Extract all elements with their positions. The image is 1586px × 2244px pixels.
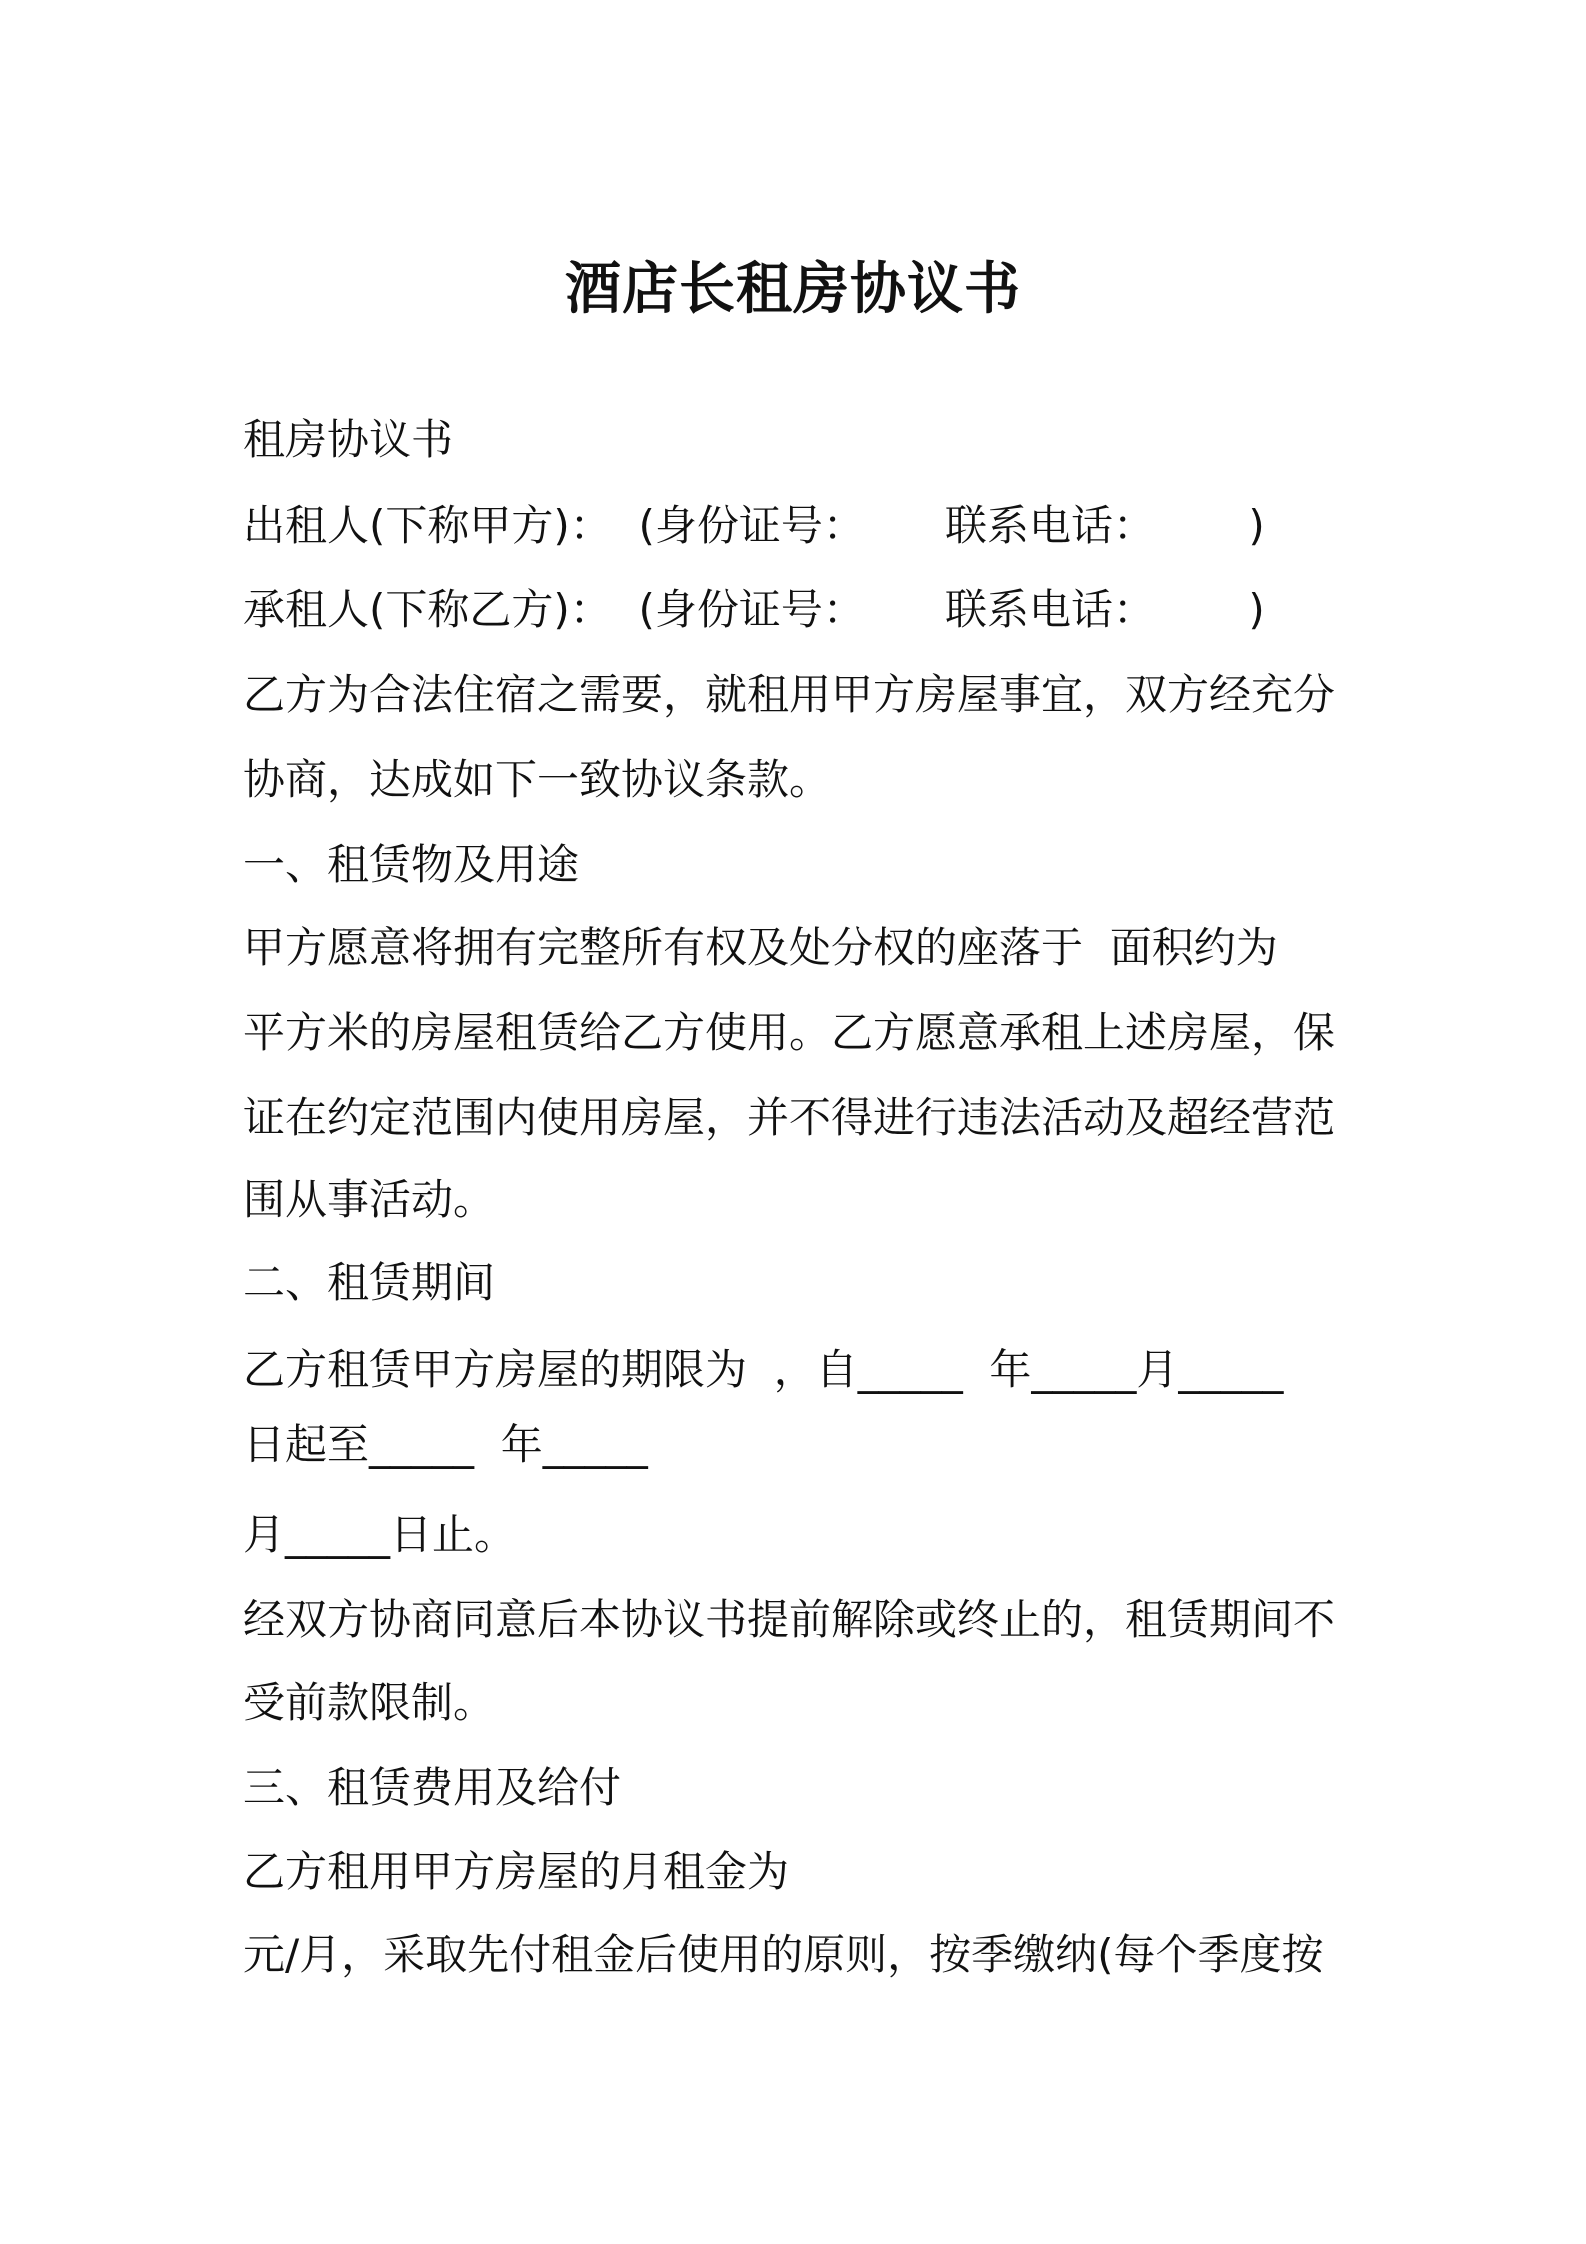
section-1-line-1: 甲方愿意将拥有完整所有权及处分权的座落于 面积约为 xyxy=(243,923,1278,972)
section-2-line-1: 乙方租赁甲方房屋的期限为 ，自_____ 年_____月_____ xyxy=(243,1345,1284,1394)
section-2-line-2: 日起至_____ 年_____ xyxy=(243,1420,648,1469)
section-1-line-4: 围从事活动。 xyxy=(243,1175,496,1224)
document-title: 酒店长租房协议书 xyxy=(565,257,1021,322)
section-3-line-1: 乙方租用甲方房屋的月租金为 xyxy=(243,1847,790,1896)
section-2-heading: 二、租赁期间 xyxy=(243,1258,496,1307)
section-2-line-4: 经双方协商同意后本协议书提前解除或终止的，租赁期间不 xyxy=(243,1595,1336,1644)
subtitle-line: 租房协议书 xyxy=(243,415,454,464)
section-3-heading: 三、租赁费用及给付 xyxy=(243,1763,622,1812)
section-2-line-5: 受前款限制。 xyxy=(243,1678,496,1727)
lessor-line: 出租人(下称甲方)： (身份证号： 联系电话： ) xyxy=(243,501,1265,550)
intro-line-2: 协商，达成如下一致协议条款。 xyxy=(243,755,832,804)
section-1-line-2: 平方米的房屋租赁给乙方使用。乙方愿意承租上述房屋，保 xyxy=(243,1008,1336,1057)
section-1-heading: 一、租赁物及用途 xyxy=(243,840,580,889)
intro-line-1: 乙方为合法住宿之需要，就租用甲方房屋事宜，双方经充分 xyxy=(243,670,1336,719)
section-2-line-3: 月_____日止。 xyxy=(243,1510,517,1559)
section-3-line-2: 元/月，采取先付租金后使用的原则，按季缴纳(每个季度按 xyxy=(243,1930,1324,1979)
section-1-line-3: 证在约定范围内使用房屋，并不得进行违法活动及超经营范 xyxy=(243,1093,1336,1142)
lessee-line: 承租人(下称乙方)： (身份证号： 联系电话： ) xyxy=(243,585,1265,634)
